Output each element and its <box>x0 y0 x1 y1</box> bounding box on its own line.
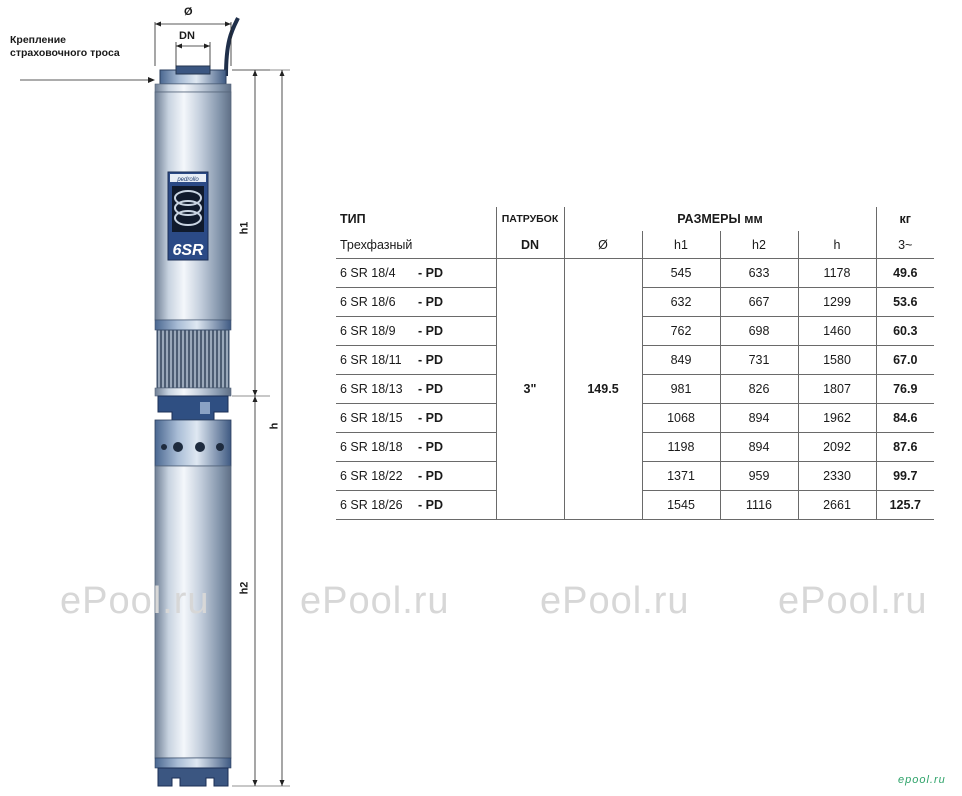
row-h: 1299 <box>798 288 876 317</box>
row-h: 2330 <box>798 462 876 491</box>
row-kg: 87.6 <box>876 433 934 462</box>
motor-coupling <box>158 396 228 420</box>
row-model: 6 SR 18/15 <box>340 411 403 425</box>
row-h1: 849 <box>642 346 720 375</box>
row-h2: 894 <box>720 433 798 462</box>
spec-table <box>336 207 934 520</box>
dn-dim-label: DN <box>179 30 195 42</box>
row-h2: 731 <box>720 346 798 375</box>
header-h2: h2 <box>720 231 798 259</box>
h-dim-label: h <box>268 422 281 430</box>
watermark: ePool.ru <box>540 580 690 622</box>
header-type-sub: Трехфазный <box>336 231 496 259</box>
row-h1: 1068 <box>642 404 720 433</box>
row-model: 6 SR 18/4 <box>340 266 396 280</box>
row-suffix: - PD <box>418 498 443 512</box>
h2-dim-label: h2 <box>238 581 251 595</box>
row-model: 6 SR 18/6 <box>340 295 396 309</box>
diameter-value: 149.5 <box>564 259 642 520</box>
row-kg: 49.6 <box>876 259 934 288</box>
row-h1: 1371 <box>642 462 720 491</box>
row-suffix: - PD <box>418 469 443 483</box>
row-h1: 545 <box>642 259 720 288</box>
row-model: 6 SR 18/11 <box>340 353 402 367</box>
row-model: 6 SR 18/26 <box>340 498 403 512</box>
safety-cable-note: Крепление страховочного троса <box>10 34 120 59</box>
row-h: 2661 <box>798 491 876 520</box>
row-h: 2092 <box>798 433 876 462</box>
row-kg: 125.7 <box>876 491 934 520</box>
row-model: 6 SR 18/13 <box>340 382 403 396</box>
row-h2: 698 <box>720 317 798 346</box>
watermark: ePool.ru <box>778 580 928 622</box>
header-h: h <box>798 231 876 259</box>
header-row-2 <box>336 231 934 259</box>
row-h2: 1116 <box>720 491 798 520</box>
row-h1: 1198 <box>642 433 720 462</box>
row-h1: 1545 <box>642 491 720 520</box>
header-diameter: Ø <box>564 231 642 259</box>
row-h1: 632 <box>642 288 720 317</box>
row-model: 6 SR 18/18 <box>340 440 403 454</box>
header-outlet-sub: DN <box>496 231 564 259</box>
row-kg: 99.7 <box>876 462 934 491</box>
row-kg: 67.0 <box>876 346 934 375</box>
row-kg: 60.3 <box>876 317 934 346</box>
row-h: 1178 <box>798 259 876 288</box>
outlet-value: 3" <box>496 259 564 520</box>
watermark: ePool.ru <box>60 580 210 622</box>
row-suffix: - PD <box>418 266 443 280</box>
brand-text: pedrollo <box>177 177 199 183</box>
row-h1: 981 <box>642 375 720 404</box>
corner-logo: epool.ru <box>898 774 946 786</box>
table-row <box>336 259 934 288</box>
header-weight: кг <box>876 207 934 231</box>
row-suffix: - PD <box>418 295 443 309</box>
row-model: 6 SR 18/22 <box>340 469 403 483</box>
header-h1: h1 <box>642 231 720 259</box>
row-suffix: - PD <box>418 382 443 396</box>
header-dimensions: РАЗМЕРЫ мм <box>564 207 876 231</box>
row-model: 6 SR 18/9 <box>340 324 396 338</box>
row-suffix: - PD <box>418 353 443 367</box>
row-kg: 76.9 <box>876 375 934 404</box>
row-h2: 667 <box>720 288 798 317</box>
row-kg: 84.6 <box>876 404 934 433</box>
pump-drawing <box>0 0 330 796</box>
model-text: 6SR <box>172 242 204 259</box>
header-weight-sub: 3~ <box>876 231 934 259</box>
row-h: 1580 <box>798 346 876 375</box>
row-h: 1962 <box>798 404 876 433</box>
row-suffix: - PD <box>418 324 443 338</box>
row-h2: 633 <box>720 259 798 288</box>
h1-dim-label: h1 <box>238 221 251 235</box>
row-h2: 894 <box>720 404 798 433</box>
pump-label-plate <box>168 172 208 260</box>
row-kg: 53.6 <box>876 288 934 317</box>
row-h2: 826 <box>720 375 798 404</box>
row-h: 1807 <box>798 375 876 404</box>
watermark: ePool.ru <box>300 580 450 622</box>
cable <box>226 18 238 76</box>
header-outlet: ПАТРУБОК <box>496 207 564 231</box>
header-type: ТИП <box>340 212 366 226</box>
suction-grille <box>157 330 229 388</box>
diameter-dim-label: Ø <box>184 6 193 18</box>
header-row-1 <box>336 207 934 231</box>
row-h2: 959 <box>720 462 798 491</box>
row-h1: 762 <box>642 317 720 346</box>
row-h: 1460 <box>798 317 876 346</box>
row-suffix: - PD <box>418 440 443 454</box>
row-suffix: - PD <box>418 411 443 425</box>
